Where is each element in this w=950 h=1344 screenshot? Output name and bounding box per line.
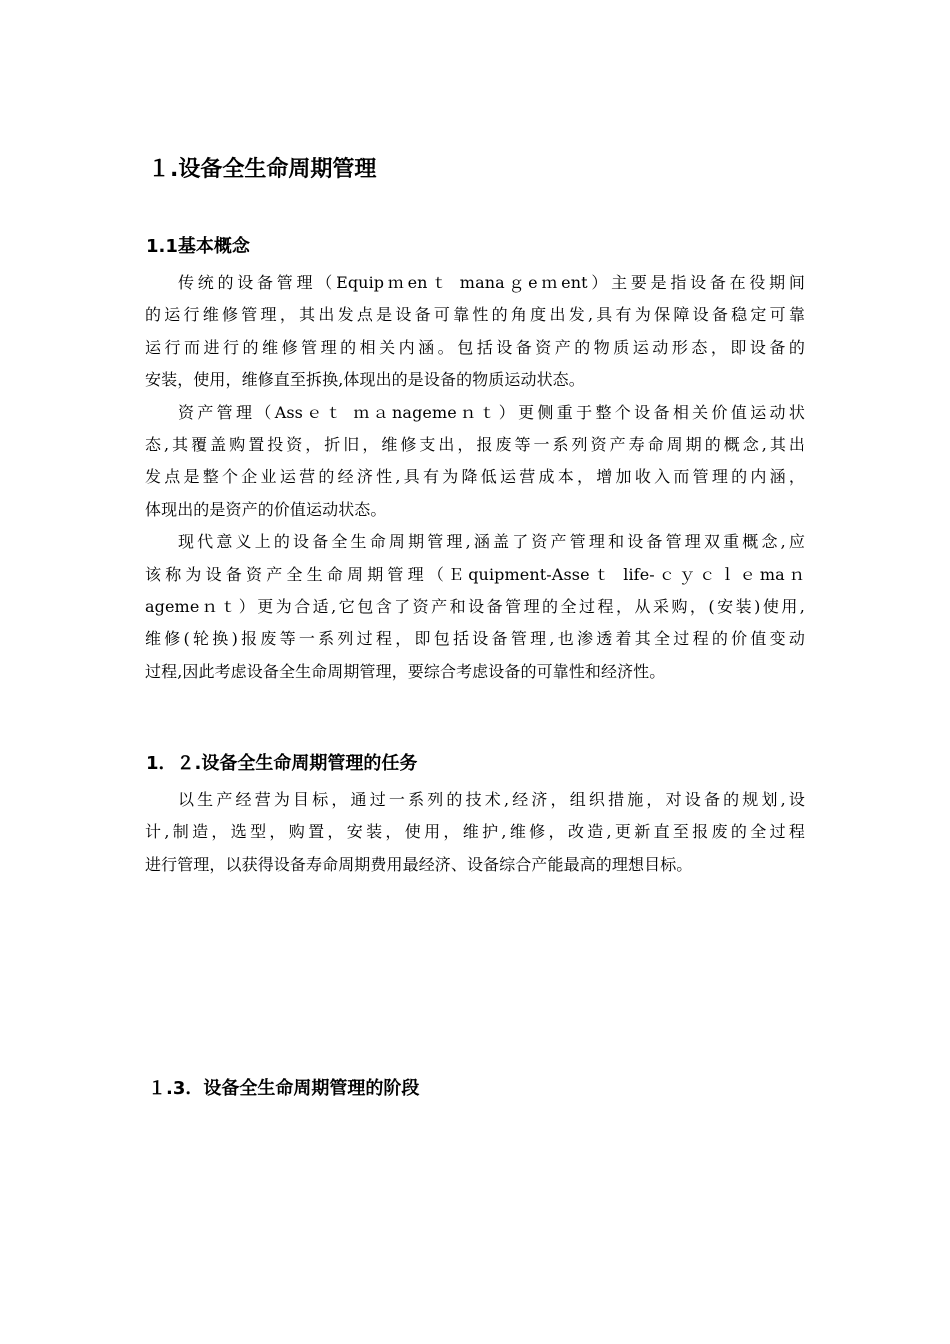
paragraph-line: 现代意义上的设备全生命周期管理,涵盖了资产管理和设备管理双重概念,应 (178, 532, 805, 552)
section-1-3-title: １.3．设备全生命周期管理的阶段 (148, 1078, 420, 1099)
paragraph-line: 安装，使用，维修直至拆换,体现出的是设备的物质运动状态。 (145, 370, 585, 390)
paragraph-line: 态,其覆盖购置投资，折旧，维修支出，报废等一系列资产寿命周期的概念,其出 (145, 435, 805, 455)
paragraph-line: 体现出的是资产的价值运动状态。 (145, 499, 387, 519)
paragraph-line: 计,制造，选型，购置，安装，使用，维护,维修，改造,更新直至报废的全过程 (145, 822, 805, 842)
paragraph-line: 以生产经营为目标，通过一系列的技术,经济，组织措施，对设备的规划,设 (178, 790, 805, 809)
section-1-1-body (145, 267, 805, 688)
paragraph-line: 过程,因此考虑设备全生命周期管理，要综合考虑设备的可靠性和经济性。 (145, 661, 666, 681)
paragraph-line: 传统的设备管理（Equipｍenｔ manaｇeｍent）主要是指设备在役期间 (178, 273, 805, 292)
section-1-title: １.设备全生命周期管理 (148, 157, 377, 182)
paragraph-line: 运行而进行的维修管理的相关内涵。包括设备资产的物质运动形态，即设备的 (145, 337, 805, 357)
section-1-2-body (145, 784, 805, 881)
paragraph-line: 维修(轮换)报废等一系列过程，即包括设备管理,也渗透着其全过程的价值变动 (145, 629, 805, 649)
section-1-1-title: 1.1基本概念 (146, 236, 250, 257)
paragraph-line: 发点是整个企业运营的经济性,具有为降低运营成本，增加收入而管理的内涵， (145, 467, 805, 487)
section-1-2-title: 1．２.设备全生命周期管理的任务 (146, 753, 418, 774)
paragraph-line: agemeｎｔ）更为合适,它包含了资产和设备管理的全过程，从采购，(安装)使用, (145, 597, 805, 617)
paragraph-line: 进行管理，以获得设备寿命周期费用最经济、设备综合产能最高的理想目标。 (145, 854, 693, 874)
paragraph-line: 该称为设备资产全生命周期管理（Ｅquipment-Asseｔ life-ｃｙｃｌｅmaｎ (145, 564, 805, 584)
paragraph-line: 资产管理（Assｅｔ ｍａnagemeｎｔ）更侧重于整个设备相关价值运动状 (178, 402, 805, 422)
paragraph-line: 的运行维修管理，其出发点是设备可靠性的角度出发,具有为保障设备稳定可靠 (145, 305, 805, 325)
